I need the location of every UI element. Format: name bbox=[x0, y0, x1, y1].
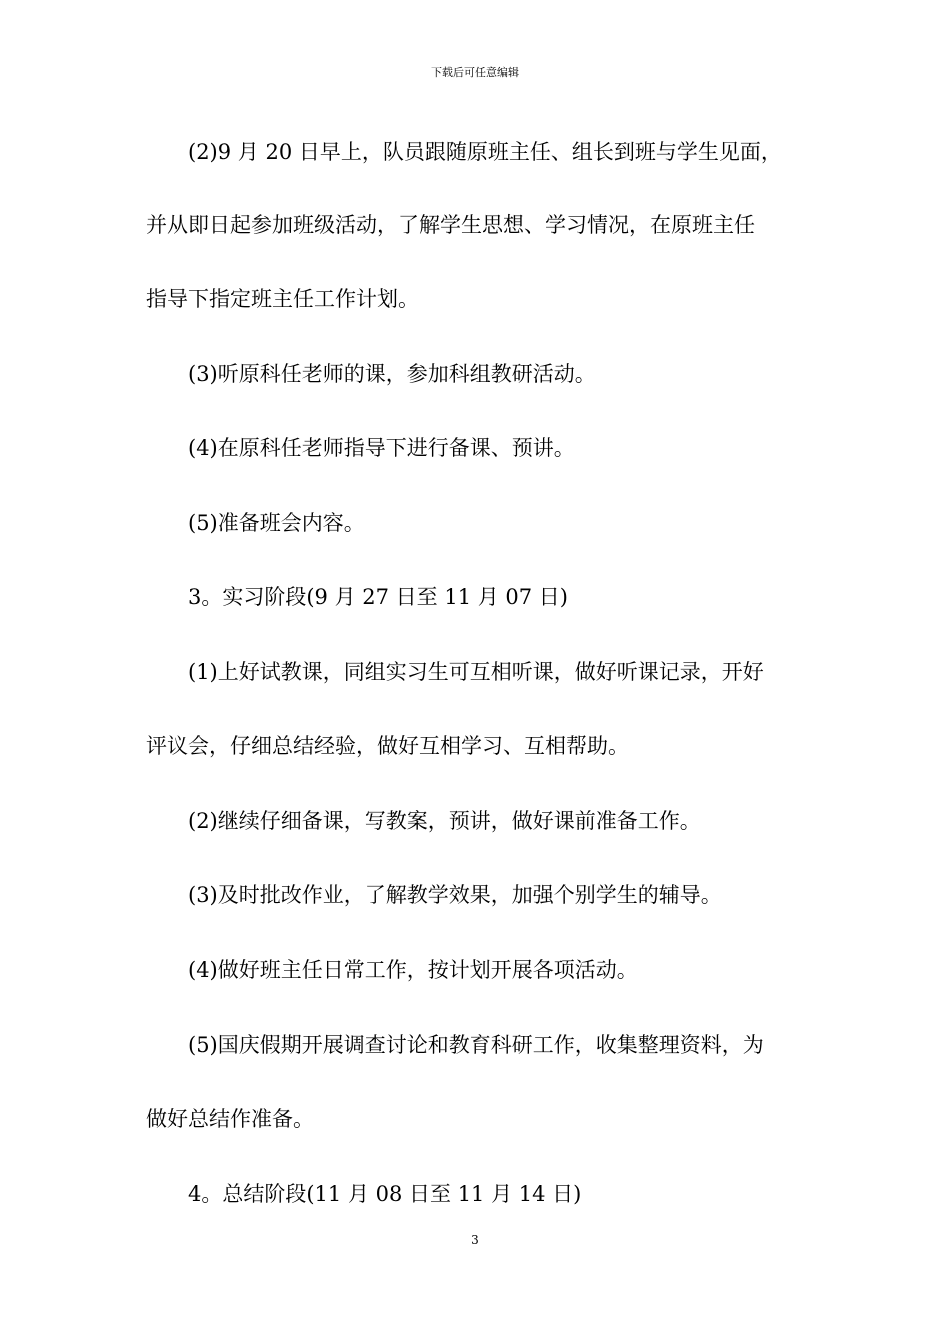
text-line: 指导下指定班主任工作计划。 bbox=[146, 287, 419, 311]
text-line: (5)国庆假期开展调查讨论和教育科研工作，收集整理资料，为 bbox=[188, 1033, 764, 1057]
text-line: (3)及时批改作业，了解教学效果，加强个别学生的辅导。 bbox=[188, 883, 722, 907]
text-line: 评议会，仔细总结经验，做好互相学习、互相帮助。 bbox=[146, 734, 629, 758]
text-line: 并从即日起参加班级活动，了解学生思想、学习情况，在原班主任 bbox=[146, 213, 755, 237]
text-line: (4)在原科任老师指导下进行备课、预讲。 bbox=[188, 436, 575, 460]
page-number: 3 bbox=[471, 1233, 479, 1247]
text-line: (4)做好班主任日常工作，按计划开展各项活动。 bbox=[188, 958, 638, 982]
text-line: (1)上好试教课，同组实习生可互相听课，做好听课记录，开好 bbox=[188, 660, 764, 684]
text-line: (2)继续仔细备课，写教案，预讲，做好课前准备工作。 bbox=[188, 809, 701, 833]
text-line: (3)听原科任老师的课，参加科组教研活动。 bbox=[188, 362, 596, 386]
text-line: 3。实习阶段(9 月 27 日至 11 月 07 日) bbox=[188, 585, 568, 609]
text-line: (2)9 月 20 日早上，队员跟随原班主任、组长到班与学生见面， bbox=[188, 140, 782, 164]
text-line: (5)准备班会内容。 bbox=[188, 511, 365, 535]
text-line: 做好总结作准备。 bbox=[146, 1107, 314, 1131]
text-line: 4。总结阶段(11 月 08 日至 11 月 14 日) bbox=[188, 1182, 582, 1206]
page-header: 下载后可任意编辑 bbox=[431, 66, 519, 79]
